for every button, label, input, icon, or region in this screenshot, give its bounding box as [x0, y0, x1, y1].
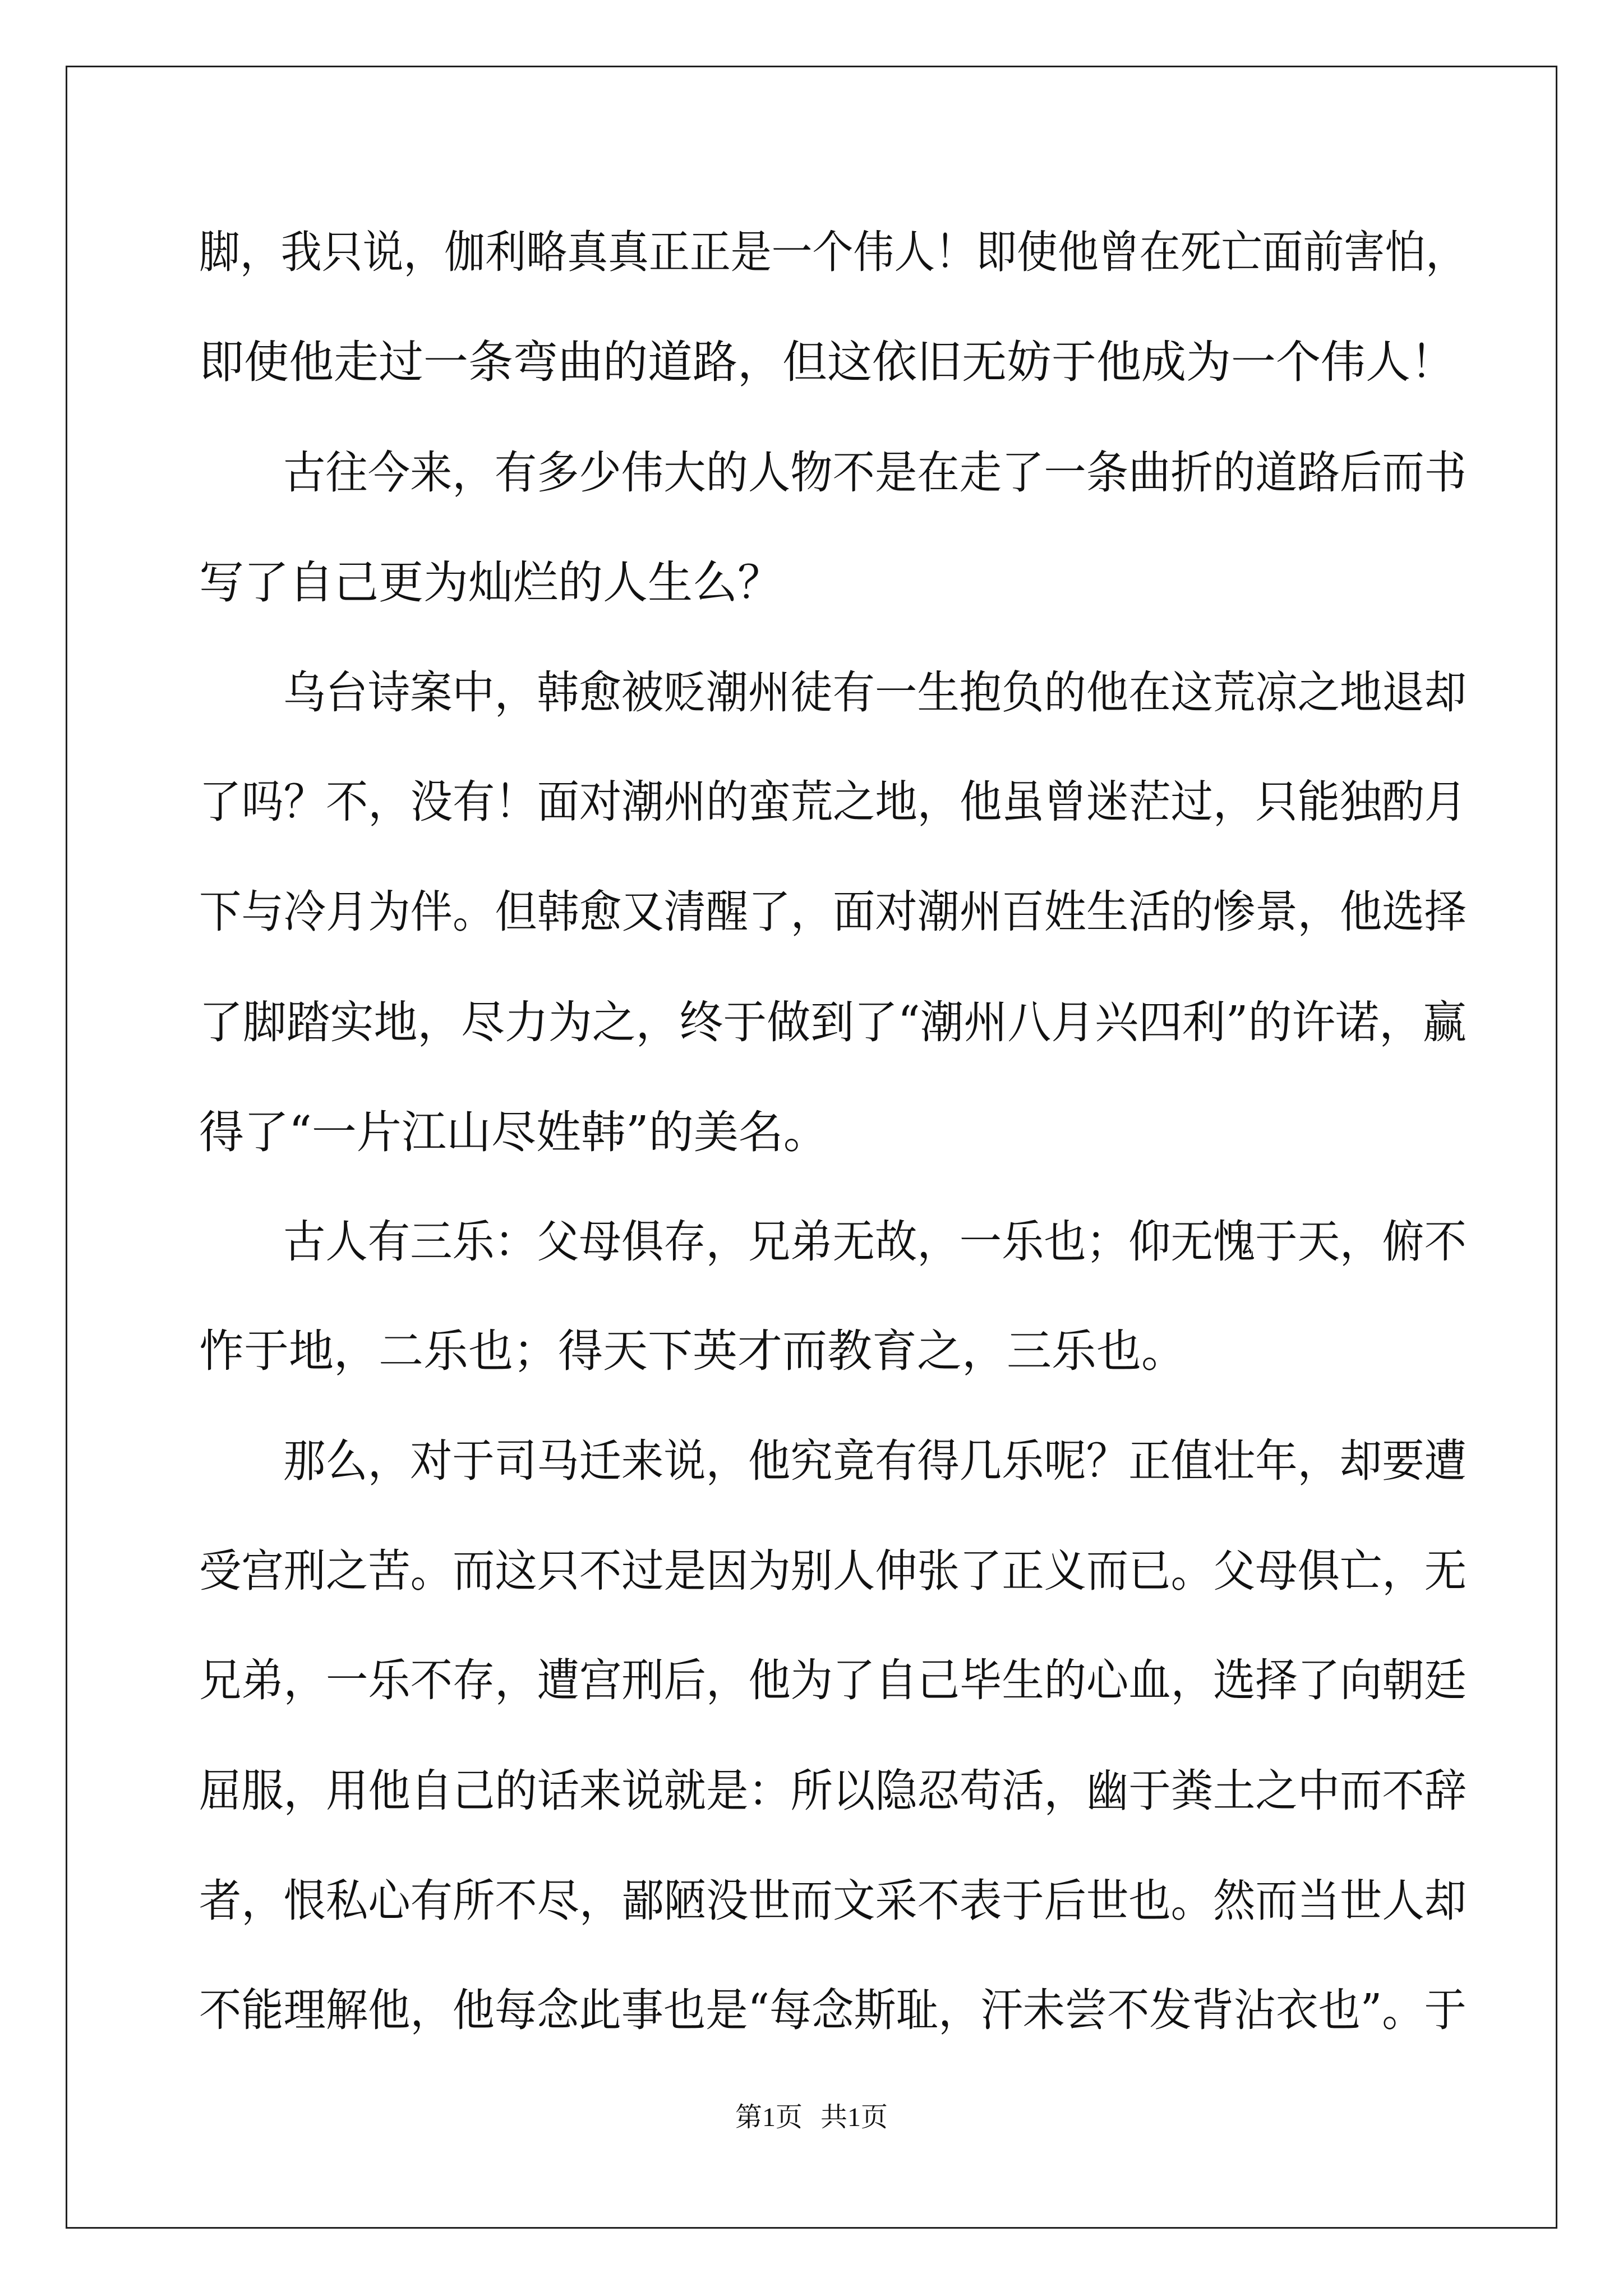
page-number: 第1页 — [735, 2102, 803, 2132]
text-line: 写了自己更为灿烂的人生么？ — [199, 556, 782, 609]
text-line: 屈服，用他自己的话来说就是：所以隐忍苟活，幽于粪土之中而不辞 — [199, 1765, 1467, 1817]
paragraph-start-line: 古人有三乐：父母俱存，兄弟无故，一乐也；仰无愧于天，俯不 — [283, 1216, 1467, 1268]
page-total: 共1页 — [820, 2102, 888, 2132]
text-line: 下与冷月为伴。但韩愈又清醒了，面对潮州百姓生活的惨景，他选择 — [199, 886, 1467, 938]
text-line: 了脚踏实地，尽力为之，终于做到了“潮州八月兴四利”的许诺，赢 — [199, 996, 1467, 1048]
text-line: 者，恨私心有所不尽，鄙陋没世而文采不表于后世也。然而当世人却 — [199, 1875, 1467, 1927]
paragraph-start-line: 乌台诗案中，韩愈被贬潮州徒有一生抱负的他在这荒凉之地退却 — [283, 666, 1467, 719]
text-line: 受宫刑之苦。而这只不过是因为别人伸张了正义而已。父母俱亡，无 — [199, 1545, 1467, 1597]
paragraph-start-line: 那么，对于司马迁来说，他究竟有得几乐呢？正值壮年，却要遭 — [283, 1435, 1467, 1487]
paragraph-start-line: 古往今来，有多少伟大的人物不是在走了一条曲折的道路后而书 — [283, 447, 1467, 499]
text-line: 脚，我只说，伽利略真真正正是一个伟人！即使他曾在死亡面前害怕， — [199, 226, 1467, 278]
text-line: 得了“一片江山尽姓韩”的美名。 — [199, 1106, 828, 1158]
text-line: 即使他走过一条弯曲的道路，但这依旧无妨于他成为一个伟人！ — [199, 336, 1455, 388]
text-line: 兄弟，一乐不存，遭宫刑后，他为了自己毕生的心血，选择了向朝廷 — [199, 1654, 1467, 1706]
page-footer — [0, 2095, 1623, 2134]
text-line: 了吗？不，没有！面对潮州的蛮荒之地，他虽曾迷茫过，只能独酌月 — [199, 776, 1467, 828]
text-line: 怍于地，二乐也；得天下英才而教育之，三乐也。 — [199, 1325, 1186, 1377]
text-line: 不能理解他，他每念此事也是“每念斯耻，汗未尝不发背沾衣也”。于 — [199, 1984, 1467, 2036]
